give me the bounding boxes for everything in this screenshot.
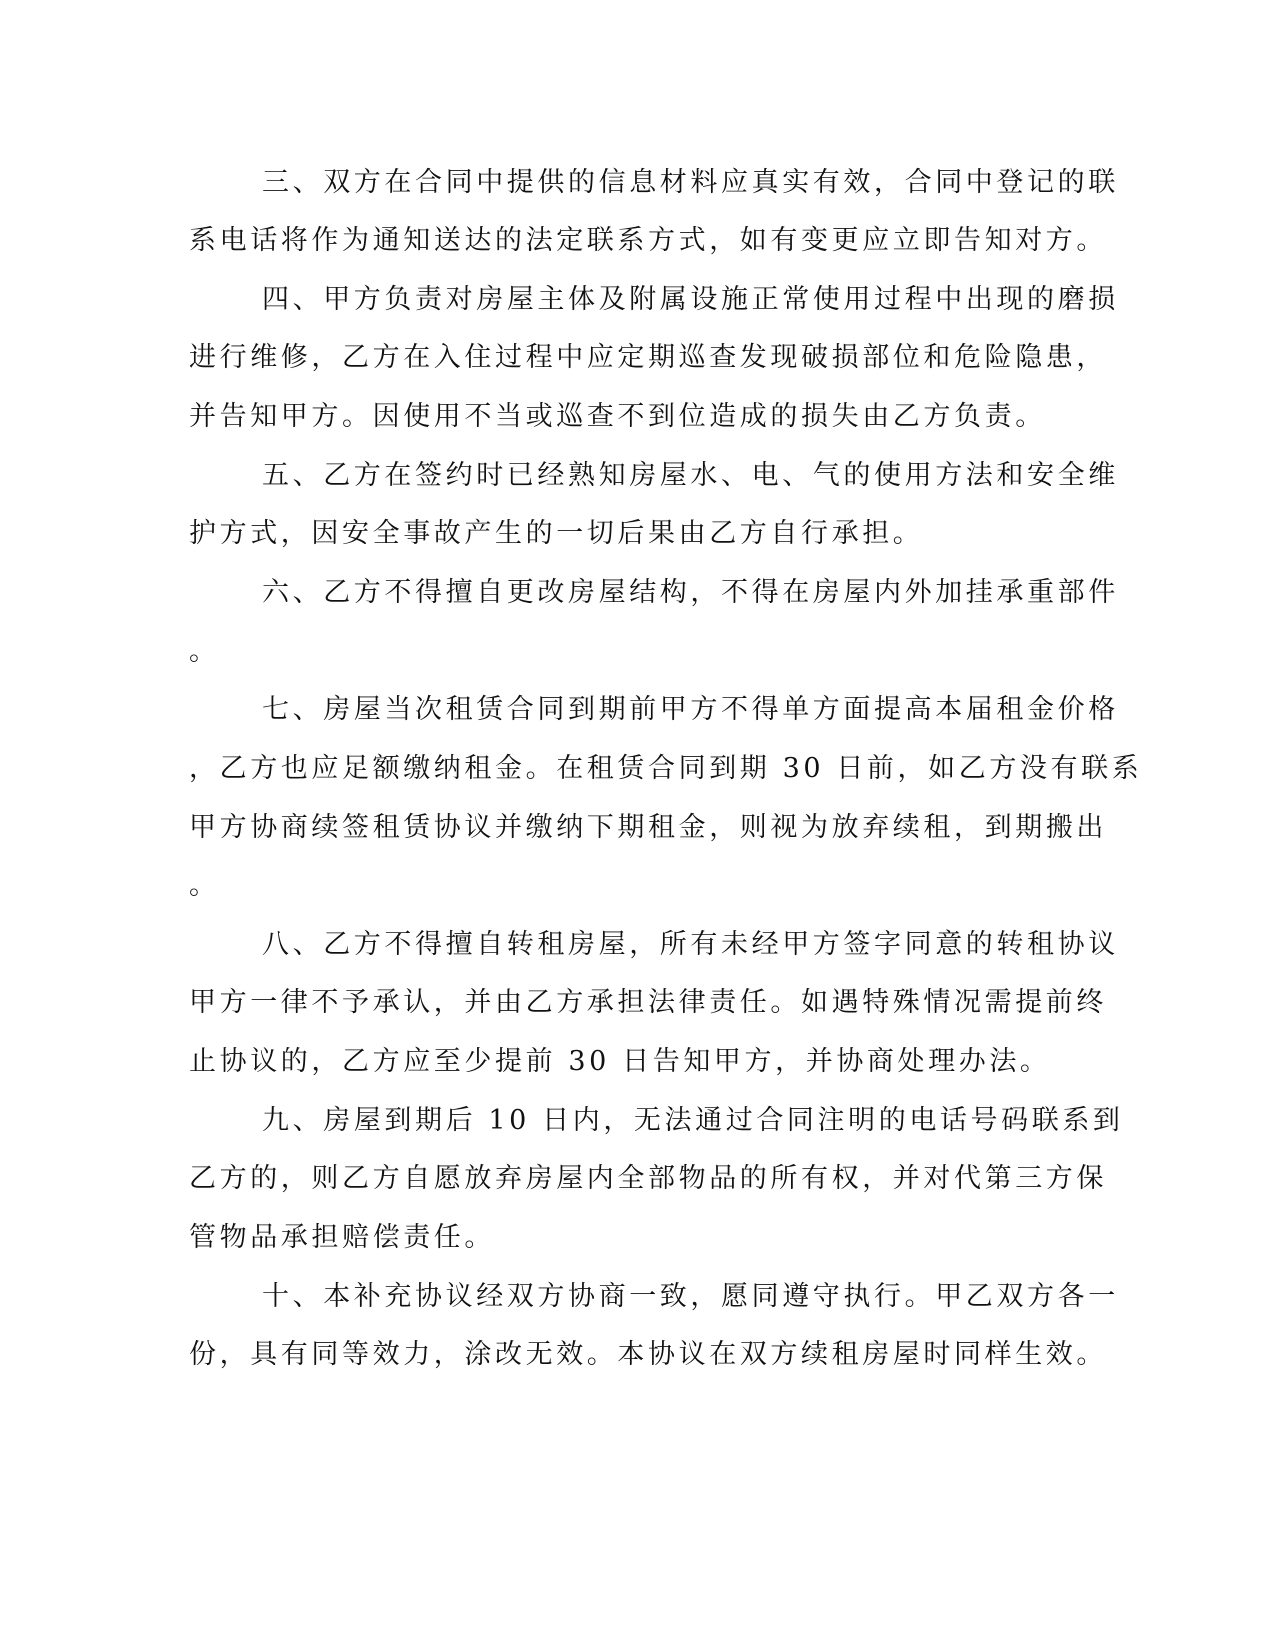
clause-5-line-2: 护方式，因安全事故产生的一切后果由乙方自行承担。 [189, 518, 924, 549]
clause-10-line-2: 份，具有同等效力，涂改无效。本协议在双方续租房屋时同样生效。 [189, 1339, 1107, 1370]
clause-4-line-2: 进行维修，乙方在入住过程中应定期巡查发现破损部位和危险隐患， [189, 342, 1107, 373]
clause-7-line-4: 。 [189, 870, 220, 901]
clause-10-line-1: 十、本补充协议经双方协商一致，愿同遵守执行。甲乙双方各一 [262, 1281, 1119, 1312]
clause-7-line-3: 甲方协商续签租赁协议并缴纳下期租金，则视为放弃续租，到期搬出 [189, 812, 1107, 843]
clause-7-line-1: 七、房屋当次租赁合同到期前甲方不得单方面提高本届租金价格 [262, 694, 1119, 725]
clause-6-line-2: 。 [189, 636, 220, 667]
clause-7-line-2: ，乙方也应足额缴纳租金。在租赁合同到期 30 日前，如乙方没有联系 [189, 753, 1143, 784]
clause-3-line-2: 系电话将作为通知送达的法定联系方式，如有变更应立即告知对方。 [189, 225, 1107, 256]
clause-6-line-1: 六、乙方不得擅自更改房屋结构，不得在房屋内外加挂承重部件 [262, 577, 1119, 608]
clause-9-line-1: 九、房屋到期后 10 日内，无法通过合同注明的电话号码联系到 [262, 1105, 1124, 1136]
clause-3-line-1: 三、双方在合同中提供的信息材料应真实有效，合同中登记的联 [262, 167, 1119, 198]
clause-8-line-2: 甲方一律不予承认，并由乙方承担法律责任。如遇特殊情况需提前终 [189, 987, 1107, 1018]
clause-9-line-2: 乙方的，则乙方自愿放弃房屋内全部物品的所有权，并对代第三方保 [189, 1163, 1107, 1194]
clause-9-line-3: 管物品承担赔偿责任。 [189, 1222, 495, 1253]
clause-8-line-1: 八、乙方不得擅自转租房屋，所有未经甲方签字同意的转租协议 [262, 929, 1119, 960]
clause-8-line-3: 止协议的，乙方应至少提前 30 日告知甲方，并协商处理办法。 [189, 1046, 1051, 1077]
clause-5-line-1: 五、乙方在签约时已经熟知房屋水、电、气的使用方法和安全维 [262, 460, 1119, 491]
clause-4-line-1: 四、甲方负责对房屋主体及附属设施正常使用过程中出现的磨损 [262, 284, 1119, 315]
clause-4-line-3: 并告知甲方。因使用不当或巡查不到位造成的损失由乙方负责。 [189, 401, 1046, 432]
